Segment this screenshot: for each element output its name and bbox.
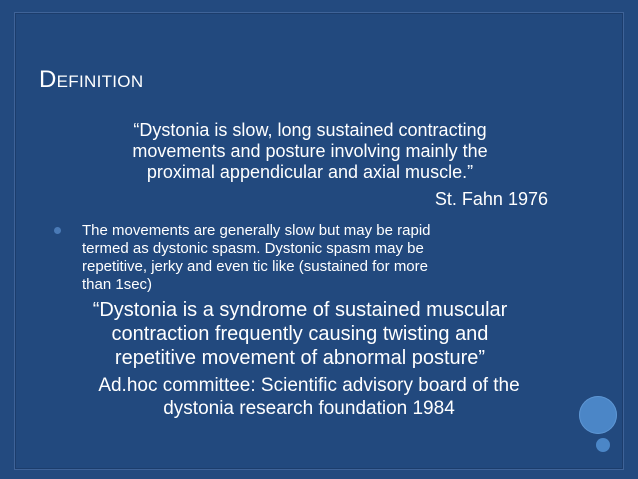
- attribution-line: Ad.hoc committee: Scientific advisory board of the: [98, 375, 520, 396]
- circle-decoration-icon: [579, 396, 617, 434]
- quote-line: contraction frequently causing twisting and: [111, 323, 489, 345]
- quote-line: “Dystonia is a syndrome of sustained muscular: [92, 299, 508, 321]
- bullet-line: The movements are generally slow but may be rapid: [82, 222, 431, 239]
- bullet-line: repetitive, jerky and even tic like (sustained for more: [82, 258, 428, 275]
- title-first-letter: D: [39, 66, 57, 93]
- bullet-line: termed as dystonic spasm. Dystonic spasm may be: [82, 240, 424, 257]
- quote-fahn: [60, 120, 560, 183]
- slide-title: [39, 66, 143, 94]
- small-circle-decoration-icon: [596, 438, 610, 452]
- quote-fahn-attribution: St. Fahn 1976: [434, 189, 548, 209]
- attribution-line: dystonia research foundation 1984: [163, 398, 455, 419]
- quote-committee: [60, 298, 540, 370]
- bullet-dot-icon: [54, 227, 61, 234]
- bullet-line: than 1sec): [82, 276, 153, 293]
- quote-line: proximal appendicular and axial muscle.”: [146, 162, 474, 182]
- quote-line: “Dystonia is slow, long sustained contracting: [133, 120, 487, 140]
- quote-committee-attribution: [56, 374, 562, 420]
- bullet-text: [82, 222, 542, 294]
- title-rest: EFINITION: [56, 72, 144, 91]
- quote-line: repetitive movement of abnormal posture”: [114, 347, 486, 369]
- quote-line: movements and posture involving mainly the: [132, 141, 488, 161]
